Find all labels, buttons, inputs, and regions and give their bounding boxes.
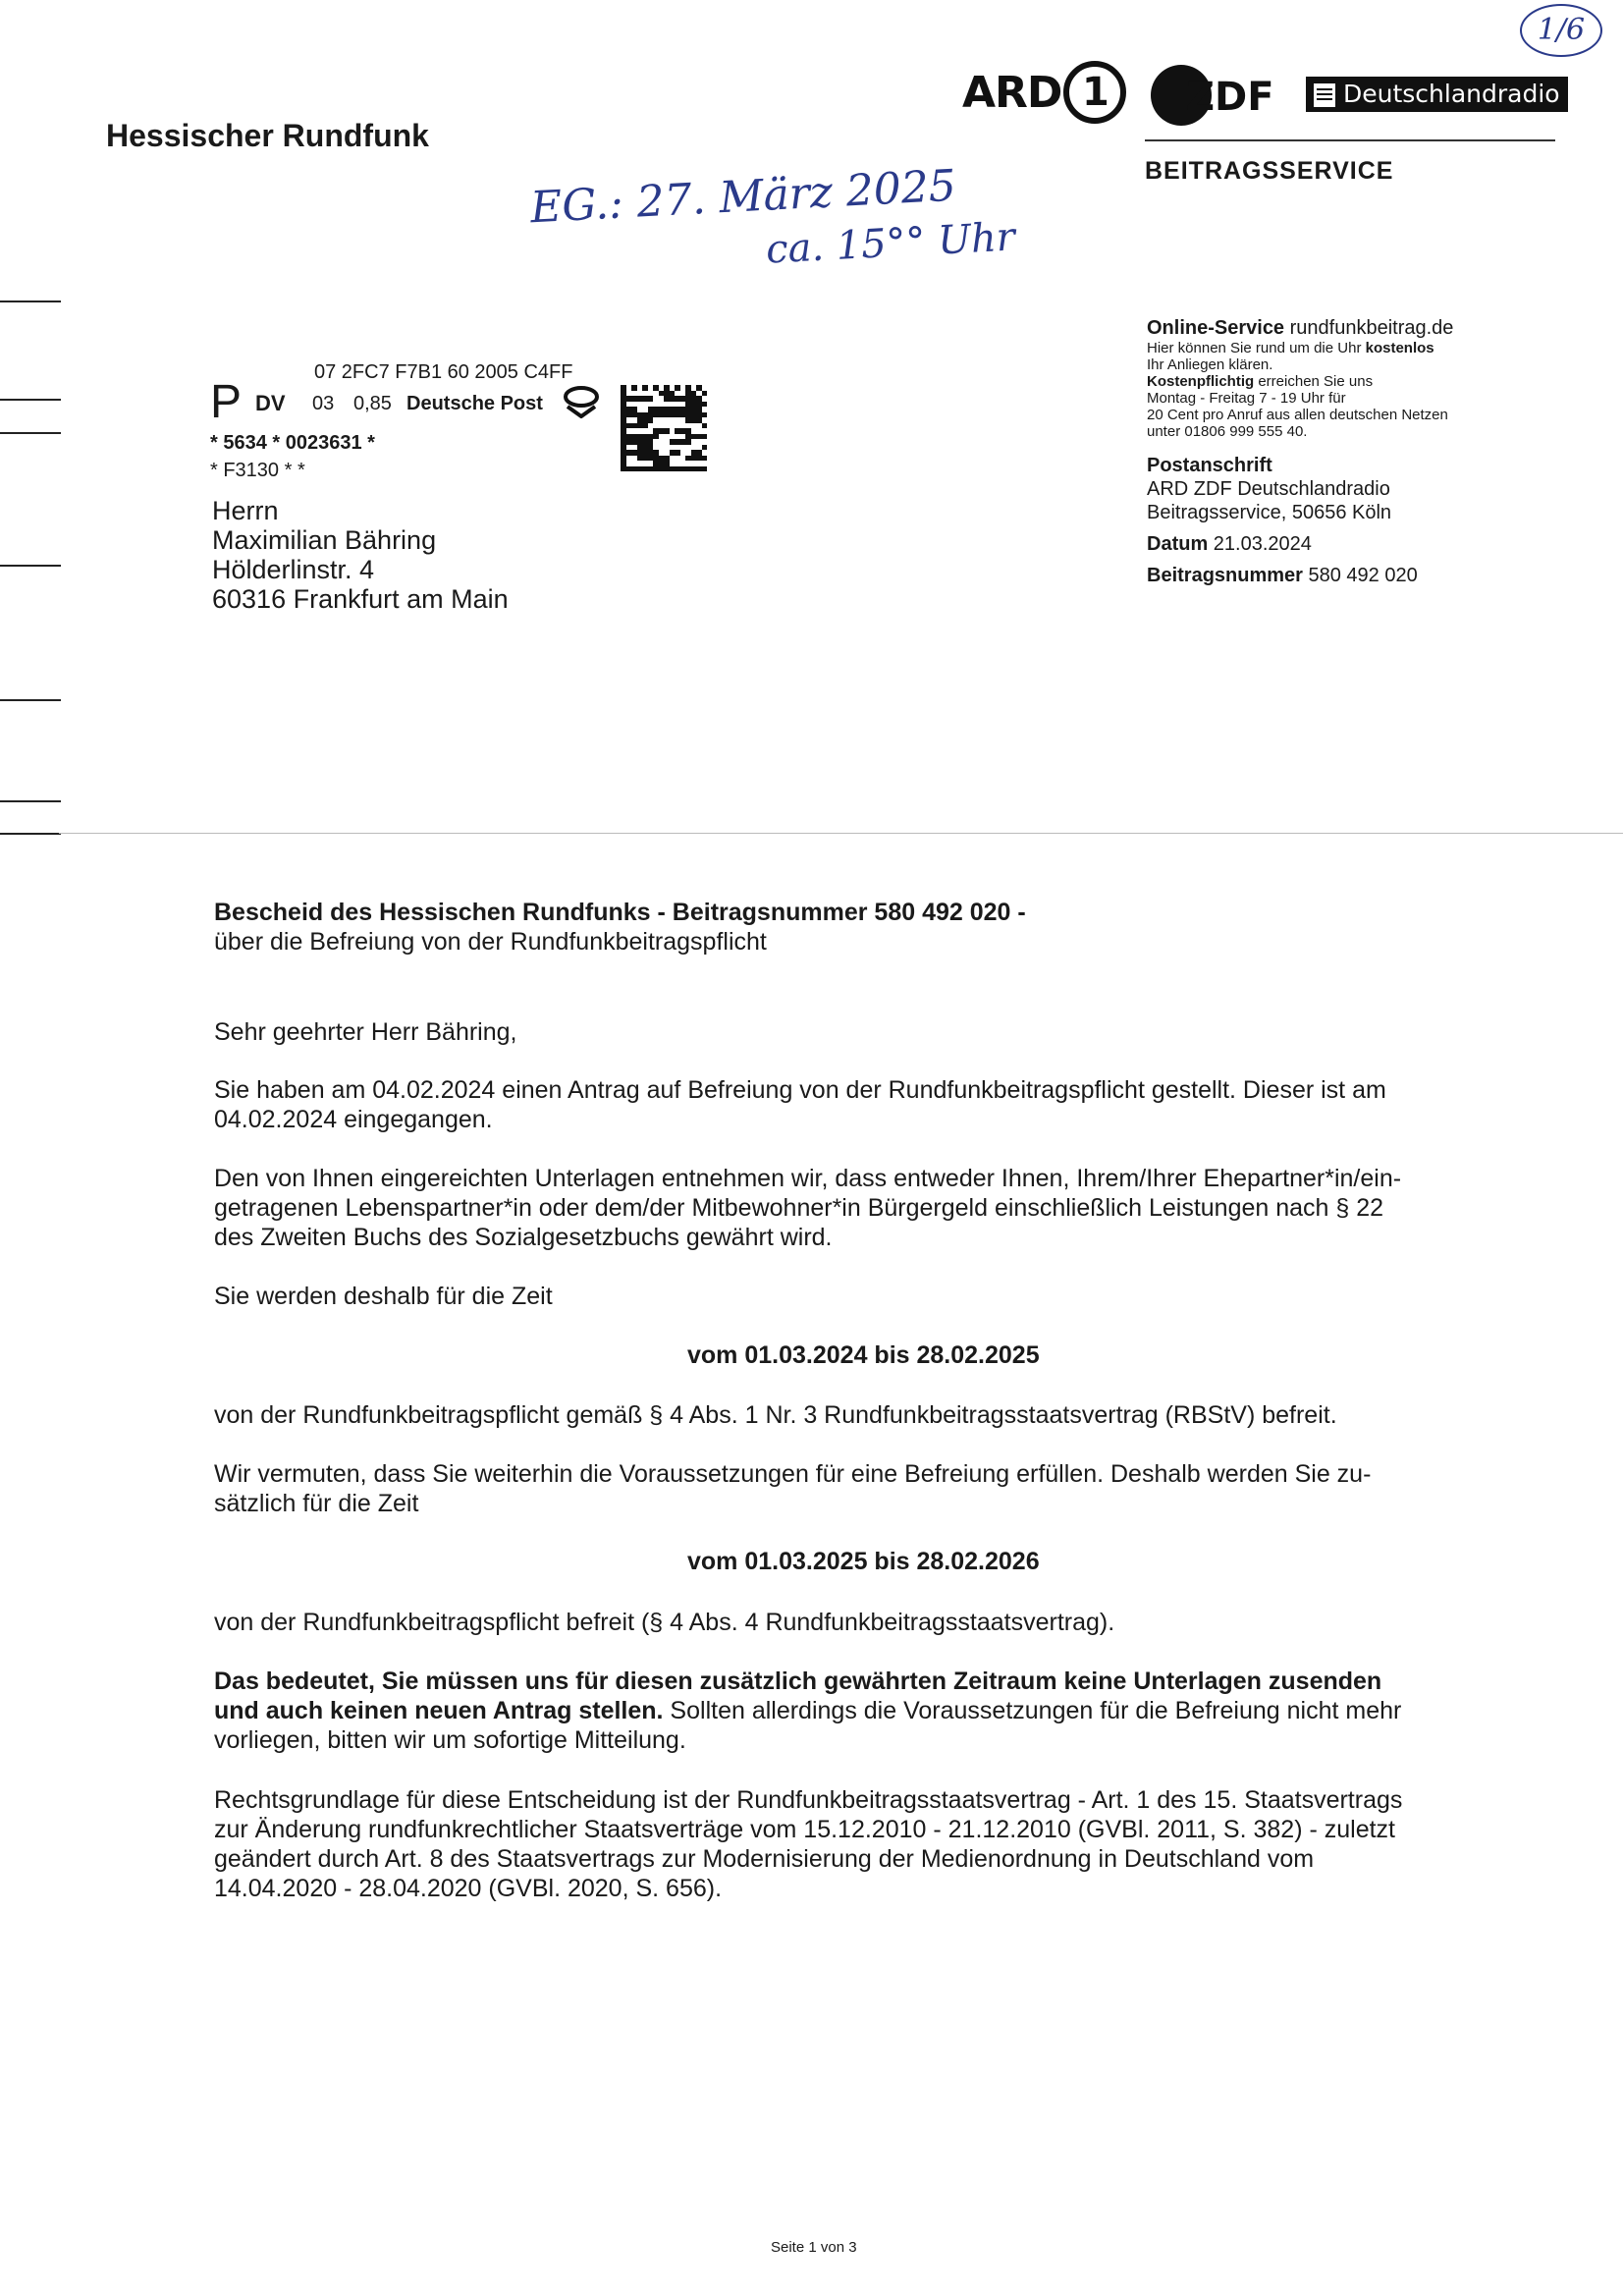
deutschlandradio-icon: [1314, 83, 1335, 107]
letter-greeting: Sehr geehrter Herr Bähring,: [214, 1018, 517, 1046]
recipient-address: [212, 496, 509, 614]
fold-mark: [0, 833, 61, 835]
zdf-logo: ZDF: [1149, 65, 1276, 130]
postage-line-2: * 5634 * 0023631 *: [210, 432, 375, 454]
datamatrix-code: [621, 385, 707, 471]
deutschlandradio-logo: Deutschlandradio: [1306, 77, 1568, 112]
handwritten-page-number: 1/6: [1520, 4, 1602, 57]
postanschrift-line-2: Beitragsservice, 50656 Köln: [1147, 502, 1392, 523]
online-service-label: Online-Service: [1147, 317, 1285, 339]
service-line-4: Montag - Freitag 7 - 19 Uhr für: [1147, 390, 1346, 407]
page-footer: Seite 1 von 3: [771, 2239, 857, 2256]
datum-label: Datum: [1147, 533, 1209, 555]
postanschrift-line-1: ARD ZDF Deutschlandradio: [1147, 478, 1390, 500]
letter-subject-line-1: Bescheid des Hessischen Rundfunks - Beitragsnummer 580 492 020 -: [214, 899, 1026, 926]
datum-value: 21.03.2024: [1213, 533, 1312, 555]
recipient-name: Maximilian Bähring: [212, 525, 437, 555]
postanschrift-label: Postanschrift: [1147, 455, 1272, 476]
fold-mark: [0, 800, 61, 802]
service-line-2: Ihr Anliegen klären.: [1147, 356, 1273, 373]
exemption-period-1: vom 01.03.2024 bis 28.02.2025: [687, 1341, 1040, 1369]
ard-logo: ARD 1: [962, 61, 1126, 124]
postage-line-3: * F3130 * *: [210, 460, 305, 481]
exemption-period-2: vom 01.03.2025 bis 28.02.2026: [687, 1548, 1040, 1575]
postage-dv: DV: [255, 391, 286, 415]
header-rule: [1145, 139, 1555, 141]
beitragsnummer-value: 580 492 020: [1308, 565, 1418, 586]
fold-mark: [0, 565, 61, 567]
sender-name: Hessischer Rundfunk: [106, 118, 429, 153]
recipient-city: 60316 Frankfurt am Main: [212, 584, 509, 614]
posthorn-icon: [562, 385, 601, 423]
letter-paragraph-1: Sie haben am 04.02.2024 einen Antrag auf Befreiung von der Rundfunkbeitragspflicht gestellt. Dieser ist am 04.02.2024 eingegangen.: [214, 1076, 1386, 1133]
postage-amount: 0,85: [353, 393, 392, 414]
letter-paragraph-8: Rechtsgrundlage für diese Entscheidung ist der Rundfunkbeitragsstaatsvertrag - Art. 1 des 15. Staatsvertrags zur Änderung rundfunkrechtlicher Staatsverträge vom 15.12.2010 - 21.12.2010 (GVBl. 2011, S. 382) - zuletzt geändert durch Art. 8 des Staatsvertrags zur Modernisierung der Medienordnung in Deutschland vom 14.04.2020 - 28.04.2020 (GVBl. 2020, S. 656).: [214, 1786, 1403, 1902]
postage-dv-number: 03: [312, 393, 335, 414]
letter-paragraph-6: von der Rundfunkbeitragspflicht befreit (§ 4 Abs. 4 Rundfunkbeitragsstaatsvertrag).: [214, 1609, 1115, 1636]
letter-paragraph-4: von der Rundfunkbeitragspflicht gemäß § 4 Abs. 1 Nr. 3 Rundfunkbeitragsstaatsvertrag (RBStV) befreit.: [214, 1401, 1337, 1429]
service-line-1: Hier können Sie rund um die Uhr: [1147, 340, 1362, 356]
fold-mark: [0, 699, 61, 701]
service-line-3: erreichen Sie uns: [1258, 373, 1374, 390]
handwritten-receipt-date: EG.: 27. März 2025: [528, 160, 957, 234]
letter-paragraph-5: Wir vermuten, dass Sie weiterhin die Voraussetzungen für eine Befreiung erfüllen. Deshalb werden Sie zu- sätzlich für die Zeit: [214, 1460, 1372, 1517]
service-info: [1147, 316, 1579, 587]
service-line-5: 20 Cent pro Anruf aus allen deutschen Netzen: [1147, 407, 1448, 423]
postage-code-line: 07 2FC7 F7B1 60 2005 C4FF: [314, 361, 573, 383]
letter-paragraph-3: Sie werden deshalb für die Zeit: [214, 1283, 553, 1310]
service-line-6: unter 01806 999 555 40.: [1147, 423, 1308, 440]
letter-subject-line-2: über die Befreiung von der Rundfunkbeitragspflicht: [214, 928, 767, 956]
letter-paragraph-7: Das bedeutet, Sie müssen uns für diesen zusätzlich gewährten Zeitraum keine Unterlagen zusenden und auch keinen neuen Antrag stellen. Sollten allerdings die Voraussetzungen für die Befreiung nicht mehr vorliegen, bitten wir um sofortige Mitteilung.: [214, 1667, 1402, 1754]
recipient-street: Hölderlinstr. 4: [212, 555, 375, 584]
fold-mark: [0, 399, 61, 401]
fold-mark: [0, 301, 61, 302]
recipient-salutation: Herrn: [212, 496, 279, 525]
online-service-url: rundfunkbeitrag.de: [1289, 317, 1454, 339]
postage-p-letter: P: [210, 376, 243, 428]
fold-mark: [0, 432, 61, 434]
scan-fold-line: [59, 833, 1623, 834]
letter-paragraph-2: Den von Ihnen eingereichten Unterlagen entnehmen wir, dass entweder Ihnen, Ihrem/Ihrer Ehepartner*in/ein- getragenen Lebenspartner*in oder dem/der Mitbewohner*in Bürgergeld einschließlich Leistungen nach § 22 des Zweiten Buchs des Sozialgesetzbuchs gewährt wird.: [214, 1165, 1402, 1251]
postage-carrier: Deutsche Post: [406, 393, 543, 414]
beitragsservice-label: BEITRAGSSERVICE: [1145, 157, 1394, 185]
beitragsnummer-label: Beitragsnummer: [1147, 565, 1303, 586]
service-line-1-bold: kostenlos: [1365, 340, 1434, 356]
service-line-3-bold: Kostenpflichtig: [1147, 373, 1255, 390]
handwritten-receipt-time: ca. 15°° Uhr: [764, 214, 1016, 273]
